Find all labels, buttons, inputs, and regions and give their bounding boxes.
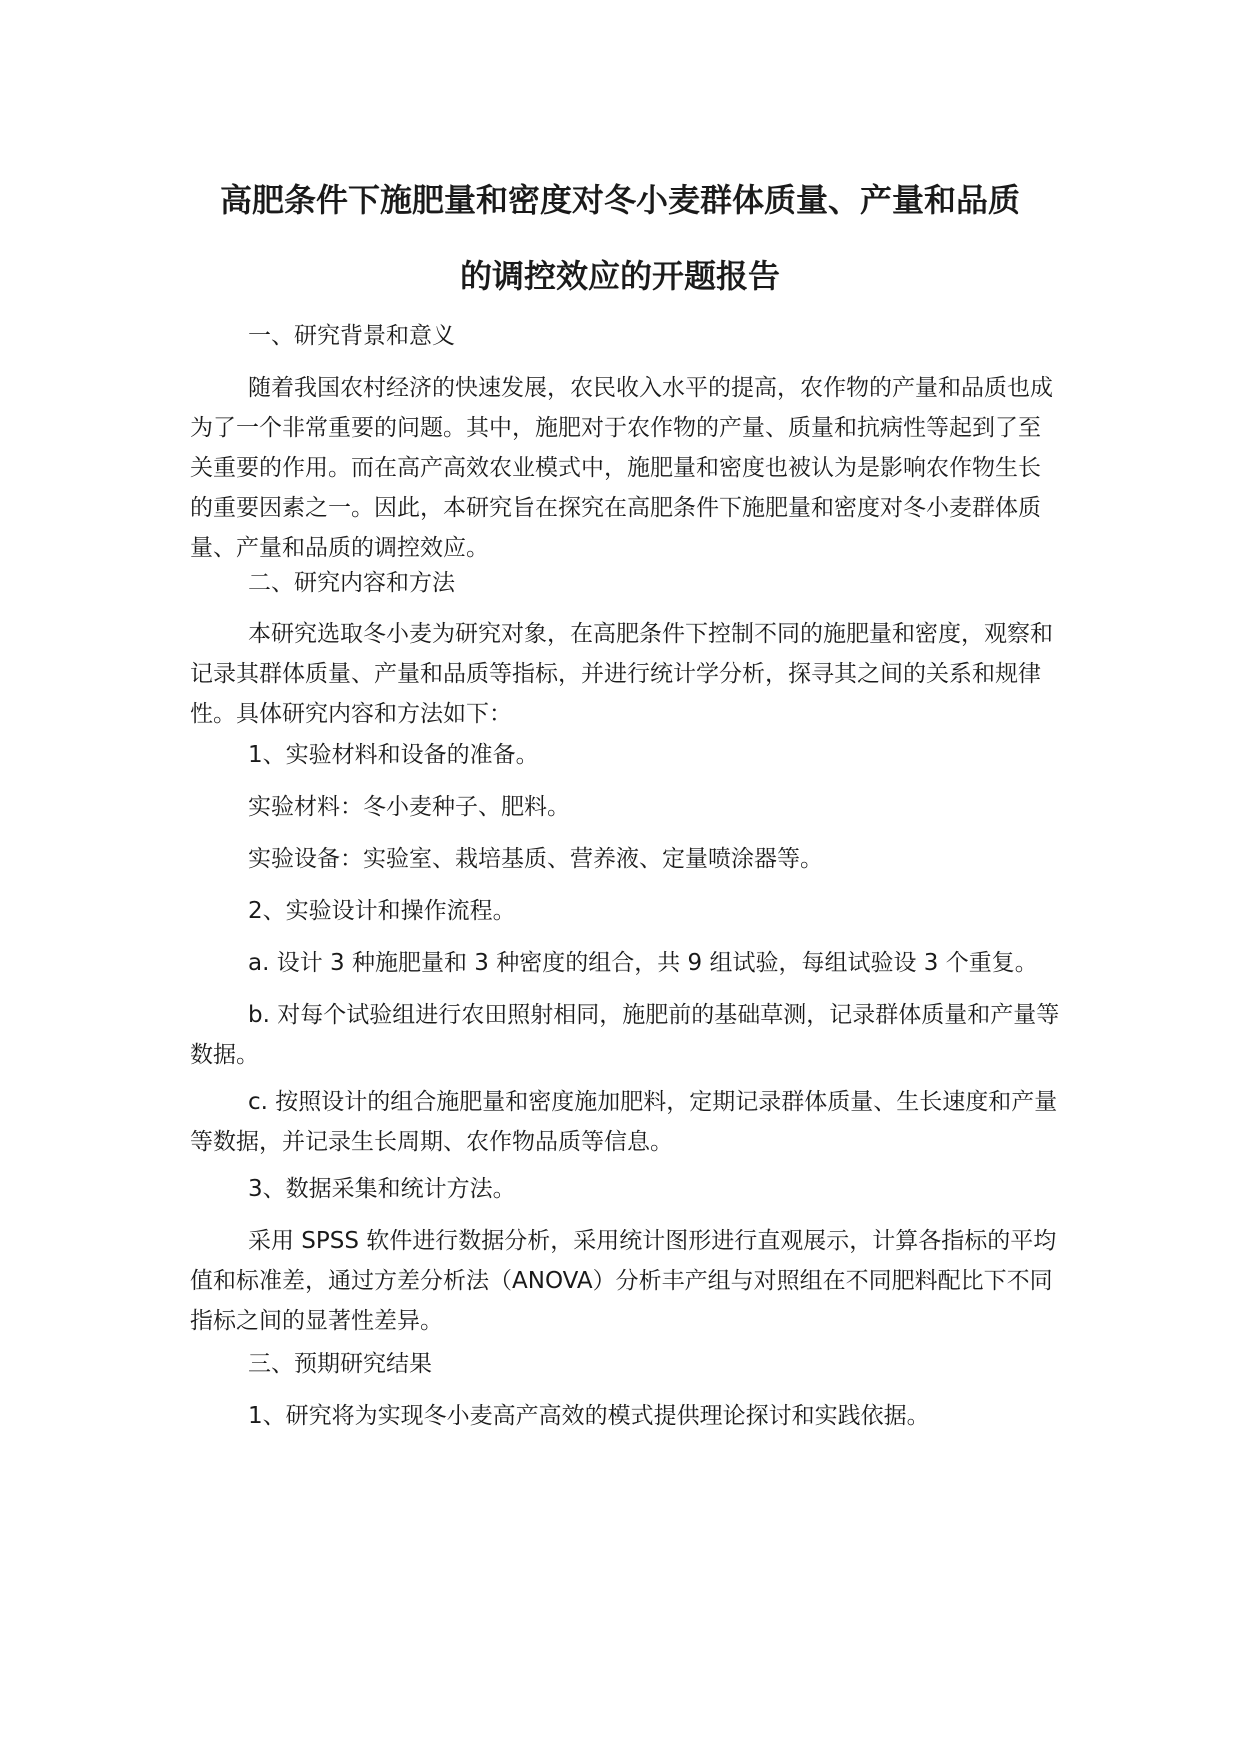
document-title-line-1: 高肥条件下施肥量和密度对冬小麦群体质量、产量和品质 — [219, 181, 1020, 219]
equipment-line: 实验设备：实验室、栽培基质、营养液、定量喷涂器等。 — [248, 846, 823, 872]
item-2-heading: 2、实验设计和操作流程。 — [248, 898, 516, 924]
section-3-heading: 三、预期研究结果 — [248, 1351, 432, 1377]
step-c: c. 按照设计的组合施肥量和密度施加肥料，定期记录群体质量、生长速度和产量等数据，并记录生长周期、农作物品质等信息。 — [190, 1089, 1058, 1155]
result-1: 1、研究将为实现冬小麦高产高效的模式提供理论探讨和实践依据。 — [248, 1403, 930, 1429]
materials-line: 实验材料：冬小麦种子、肥料。 — [248, 794, 570, 820]
item-1-heading: 1、实验材料和设备的准备。 — [248, 742, 539, 768]
section-1-heading: 一、研究背景和意义 — [248, 323, 455, 349]
item-3-heading: 3、数据采集和统计方法。 — [248, 1176, 516, 1202]
statistics-paragraph: 采用 SPSS 软件进行数据分析，采用统计图形进行直观展示，计算各指标的平均值和标准差，通过方差分析法（ANOVA）分析丰产组与对照组在不同肥料配比下不同指标之间的显著性差异。 — [190, 1228, 1057, 1334]
section-2-heading: 二、研究内容和方法 — [248, 570, 455, 596]
section-2-intro: 本研究选取冬小麦为研究对象，在高肥条件下控制不同的施肥量和密度，观察和记录其群体质量、产量和品质等指标，并进行统计学分析，探寻其之间的关系和规律性。具体研究内容和方法如下： — [190, 621, 1053, 727]
section-1-paragraph: 随着我国农村经济的快速发展，农民收入水平的提高，农作物的产量和品质也成为了一个非常重要的问题。其中，施肥对于农作物的产量、质量和抗病性等起到了至关重要的作用。而在高产高效农业模式中，施肥量和密度也被认为是影响农作物生长的重要因素之一。因此，本研究旨在探究在高肥条件下施肥量和密度对冬小麦群体质量、产量和品质的调控效应。 — [190, 375, 1053, 561]
document-title-line-2: 的调控效应的开题报告 — [459, 257, 780, 295]
step-a: a. 设计 3 种施肥量和 3 种密度的组合，共 9 组试验，每组试验设 3 个重复。 — [248, 950, 1038, 976]
step-b: b. 对每个试验组进行农田照射相同，施肥前的基础草测，记录群体质量和产量等数据。 — [190, 1002, 1060, 1068]
